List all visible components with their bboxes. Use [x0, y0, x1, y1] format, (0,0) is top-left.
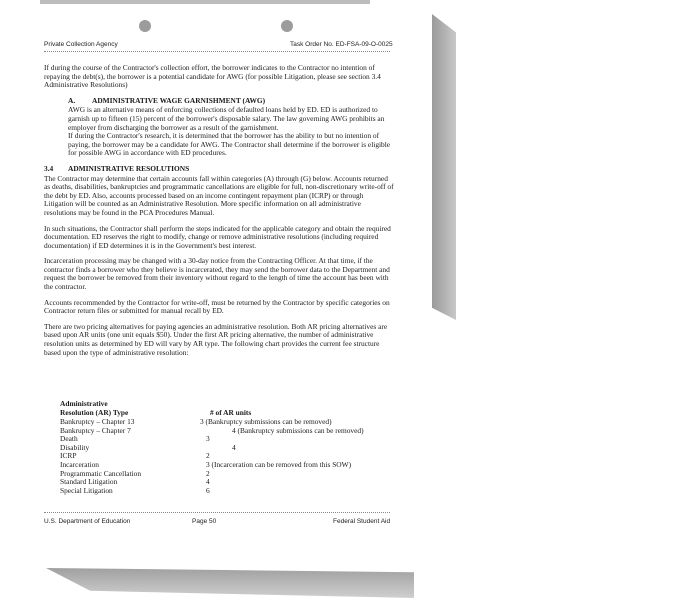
table-cell-type: Incarceration [60, 459, 99, 469]
table-header [60, 400, 390, 418]
punch-hole-icon [281, 20, 293, 32]
table-header-units: # of AR units [210, 408, 252, 417]
table-row [60, 444, 390, 453]
ar-fee-table [60, 400, 390, 495]
table-row [60, 427, 390, 436]
table-cell-type: Special Litigation [60, 485, 113, 495]
table-cell-units: 2 [206, 468, 210, 478]
table-cell-units: 4 [232, 442, 236, 452]
table-cell-type: Standard Litigation [60, 477, 118, 487]
table-cell-units: 3 [206, 434, 210, 444]
table-header-type [60, 400, 200, 417]
table-cell-type: ICRP [60, 451, 77, 461]
section-paragraph-4: Accounts recommended by the Contractor for write-off, must be returned by the Contractor by specific categories on Contractor return files or submitted for manual recall by ED. [44, 297, 390, 316]
table-row [60, 487, 390, 496]
table-body [60, 418, 390, 495]
footer-page-number: Page 50 [192, 518, 217, 525]
section-heading [44, 165, 394, 174]
section-paragraph-1: The Contractor may determine that certain accounts fall within categories (A) through (G) below. Accounts returned as deaths, disabilities, bankruptcies and programmatic cancellations are eligible for full, non-discretionary write-off of the debt by ED. Also, accounts processed based on an income contingent repayment plan (ICRP) or through Litigation will be counted as an Administrative Resolution. More specific information on all administrative resolutions may be found in the PCA Procedures Manual. [44, 173, 394, 217]
page-edge-shadow-right [432, 14, 456, 320]
table-cell-units: 4 [206, 477, 210, 487]
header-left: Private Collection Agency [44, 41, 118, 48]
table-cell-type: Disability [60, 442, 90, 452]
table-cell-type: Programmatic Cancellation [60, 468, 142, 478]
page-edge-shadow-bottom [46, 568, 414, 598]
footer-left: U.S. Department of Education [44, 518, 131, 525]
punch-hole-icon [139, 20, 151, 32]
awg-title: ADMINISTRATIVE WAGE GARNISHMENT (AWG) [92, 95, 266, 105]
table-cell-units: 3 (Incarceration can be removed from this SOW) [206, 459, 352, 469]
section-title: ADMINISTRATIVE RESOLUTIONS [68, 163, 190, 173]
footer-rule [44, 512, 390, 513]
section-paragraph-3: Incarceration processing may be changed with a 30-day notice from the Contracting Officer. At that time, if the contractor finds a borrower who they believe is incarcerated, they may send the borrower data to the Department and request the borrower be removed from their inventory without regard to the length of time the account has been with the contractor. [44, 256, 390, 292]
intro-paragraph: If during the course of the Contractor's collection effort, the borrower indicates to the Contractor no intention of repaying the debt(s), the borrower is a potential candidate for AWG (for possible Litigation, please see section 3.4 Administrative Resolutions) [44, 63, 381, 90]
table-cell-units: 3 (Bankruptcy submissions can be removed) [200, 417, 332, 426]
page-edge-shadow [40, 0, 370, 4]
awg-number: A. [68, 95, 76, 105]
footer-right: Federal Student Aid [333, 518, 391, 525]
table-header-type-line1: Administrative [60, 399, 108, 408]
section-number: 3.4 [44, 163, 54, 173]
table-row [60, 435, 390, 444]
table-cell-units: 4 (Bankruptcy submissions can be removed) [232, 425, 364, 435]
table-cell-type: Bankruptcy – Chapter 7 [60, 425, 131, 435]
document-body [44, 64, 394, 364]
section-paragraph-5: There are two pricing alternatives for paying agencies an administrative resolution. Both AR pricing alternatives are based upon AR units (one unit equals $50). Under the first AR pricing alternative, the number of administrative resolution units as determined by ED will vary by AR type. The following chart provides the current fee structure based upon the type of administrative resolution: [44, 321, 388, 357]
section-paragraph-2: In such situations, the Contractor shall perform the steps indicated for the applicable category and obtain the required documentation. ED reserves the right to modify, change or remove administrative resolutions (including required documentation) if ED determines it is in the Government's best interest. [44, 223, 391, 250]
table-cell-units: 2 [206, 451, 210, 461]
table-cell-units: 6 [206, 485, 210, 495]
table-header-type-line2: Resolution (AR) Type [60, 407, 129, 417]
table-cell-type: Death [60, 434, 78, 444]
header-right: Task Order No. ED-FSA-09-O-0025 [290, 41, 393, 48]
header-rule [44, 51, 390, 52]
awg-paragraph-1: AWG is an alternative means of enforcing collections of defaulted loans held by ED. ED is authorized to garnish up to fifteen (15) percent of the borrower's disposable salary. The law governing AWG prohibits an employer from discharging the borrower as a result of the garnishment. [68, 105, 385, 132]
awg-heading [68, 97, 394, 106]
table-cell-type: Bankruptcy – Chapter 13 [60, 417, 135, 426]
awg-paragraph-2: If during the Contractor's research, it is determined that the borrower has the ability to but no intention of paying, the borrower may be a candidate for AWG. The Contractor shall determine if the borrower is eligible for possible AWG in accordance with ED procedures. [68, 131, 391, 158]
